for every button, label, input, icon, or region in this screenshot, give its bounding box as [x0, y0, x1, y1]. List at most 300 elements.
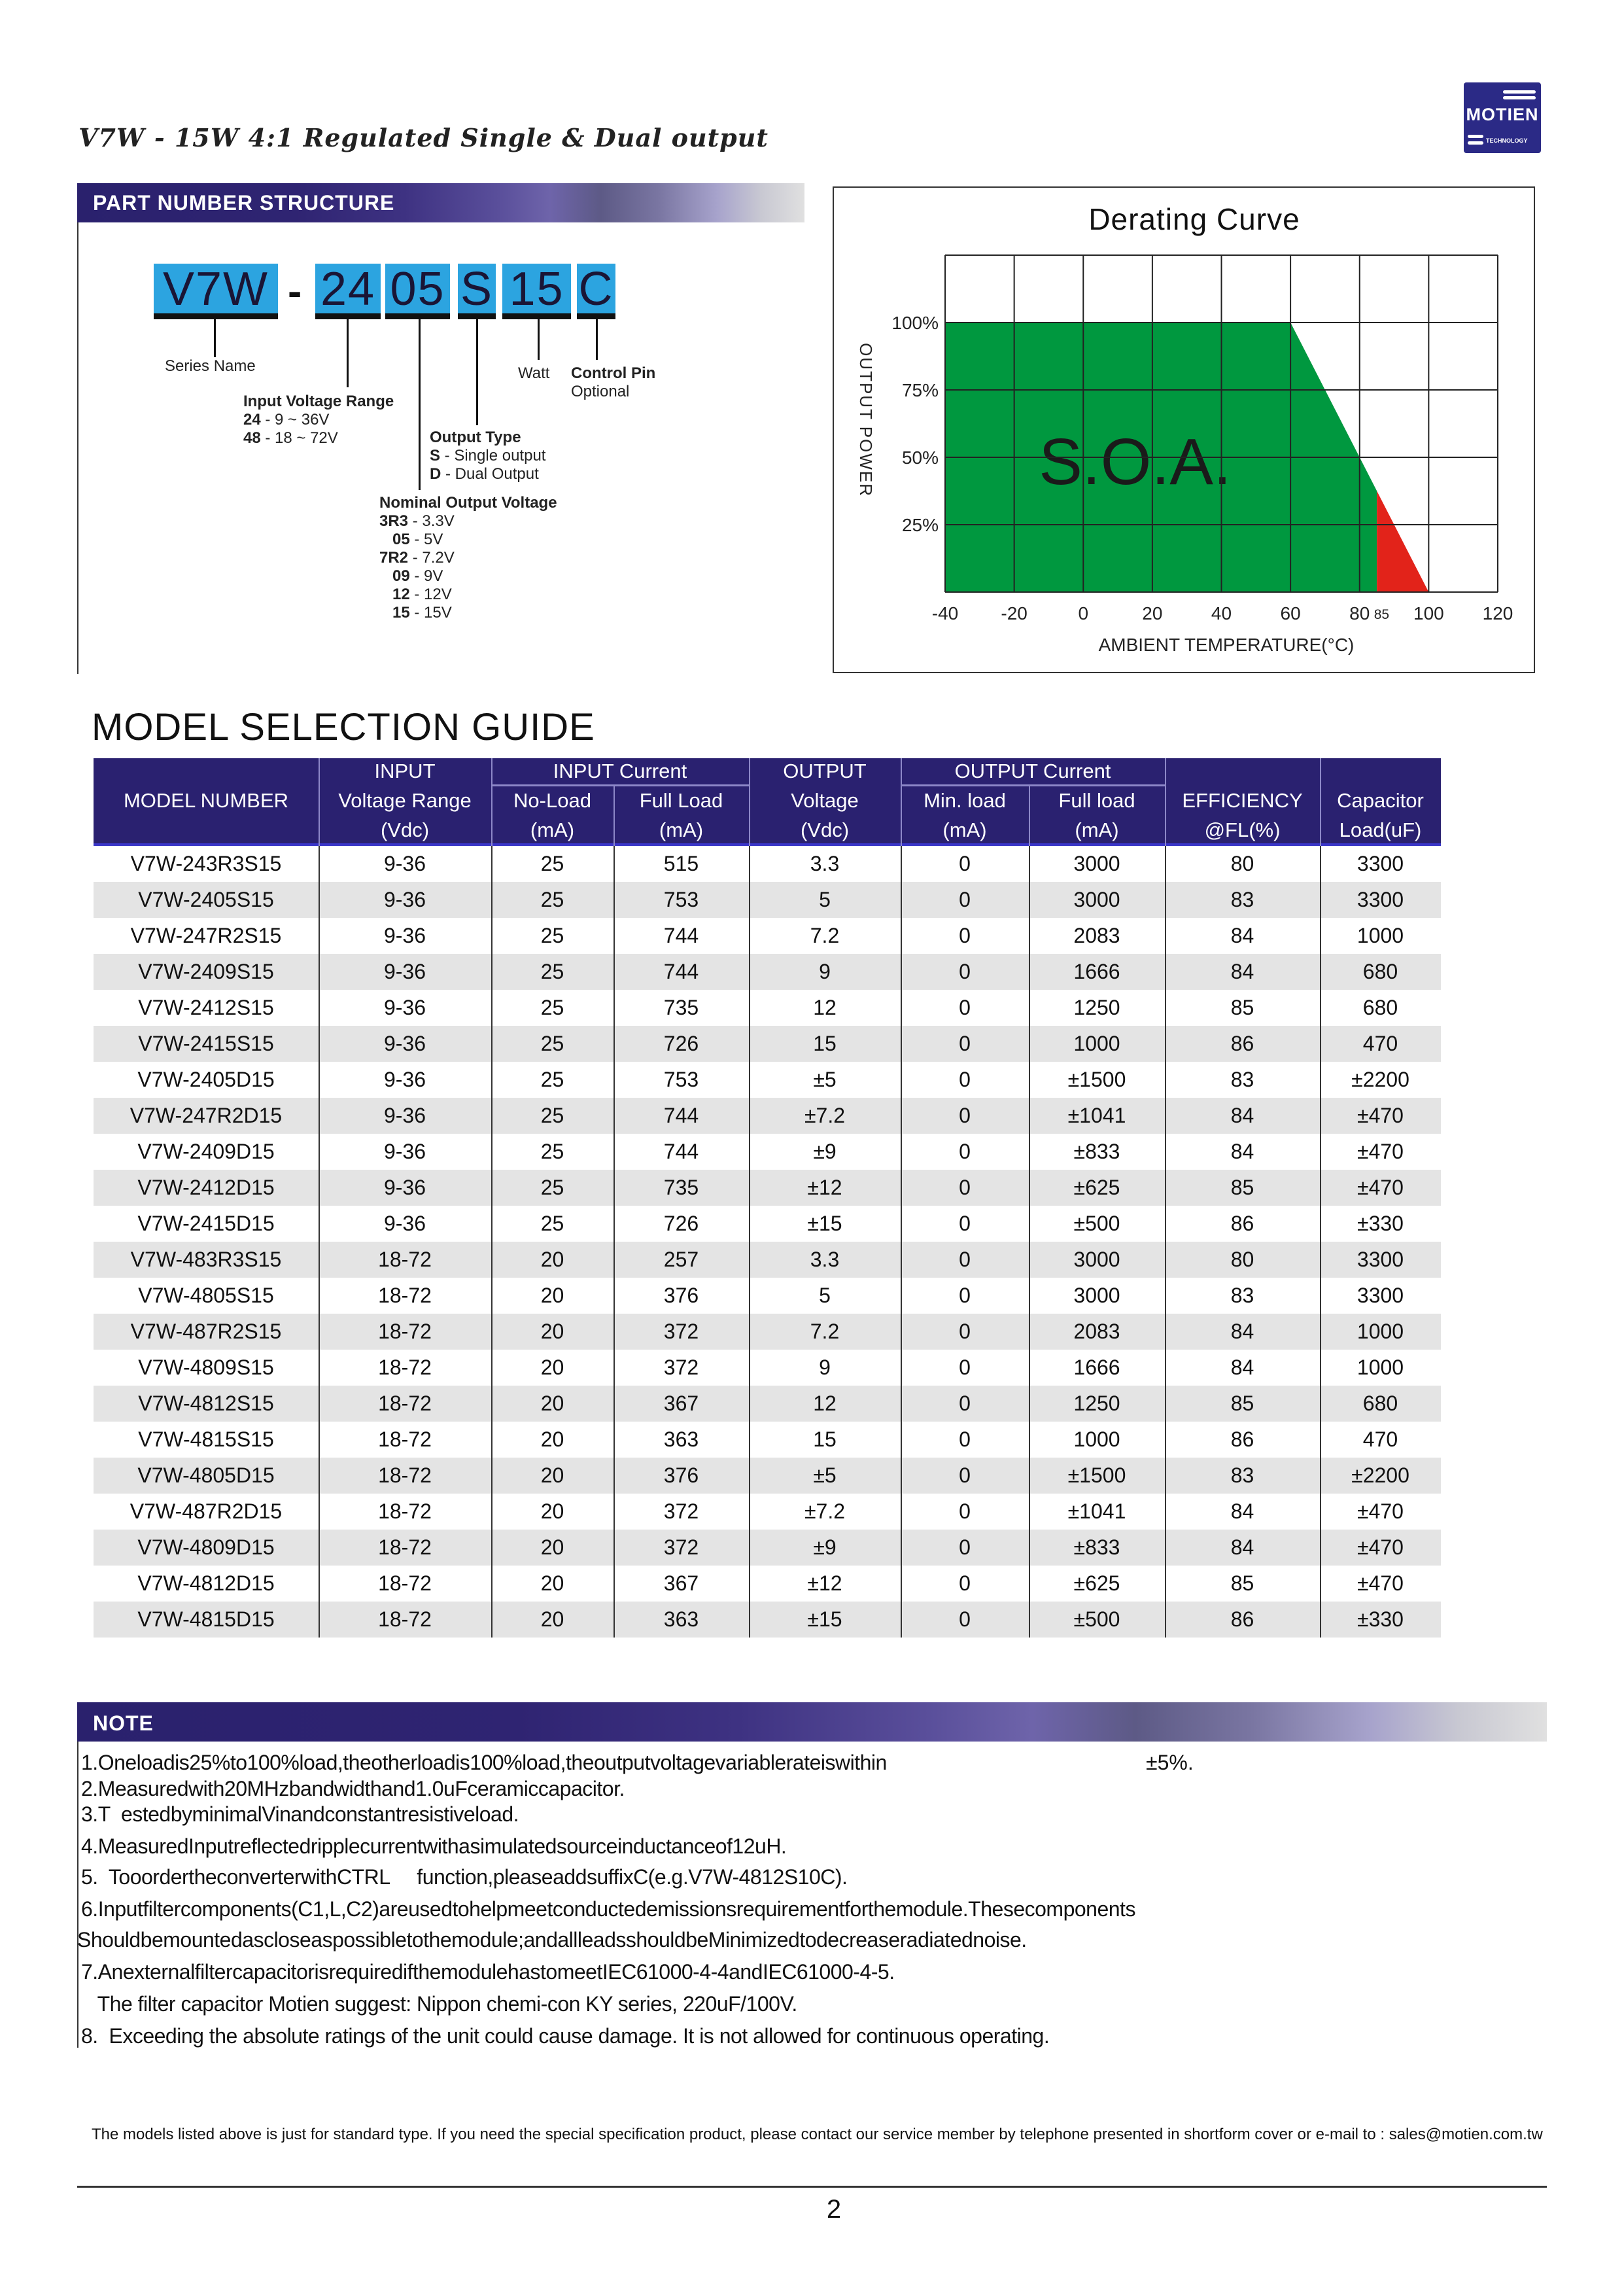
table-row	[94, 1566, 1441, 1602]
table-cell: ±330	[1357, 1607, 1404, 1631]
legend-desc: Optional	[571, 383, 630, 400]
table-cell: 0	[959, 1320, 971, 1343]
table-cell: 84	[1230, 1356, 1254, 1379]
table-cell: 20	[540, 1320, 564, 1343]
model-selection-table	[94, 758, 1441, 1638]
table-cell: 20	[540, 1499, 564, 1523]
table-cell: 9-36	[383, 1032, 426, 1055]
table-row	[94, 1278, 1441, 1314]
table-cell: 0	[959, 1212, 971, 1235]
table-cell: 2083	[1073, 1320, 1120, 1343]
legend-item	[379, 549, 557, 567]
table-cell: 0	[959, 1104, 971, 1127]
table-cell: 1666	[1073, 960, 1120, 983]
leader-line	[596, 319, 598, 360]
table-cell: 372	[663, 1535, 699, 1559]
table-cell: 744	[663, 1104, 699, 1127]
table-row	[94, 1494, 1441, 1530]
table-cell: ±330	[1357, 1212, 1404, 1235]
table-cell: 18-72	[378, 1248, 432, 1271]
table-cell: 372	[663, 1499, 699, 1523]
legend-item	[392, 586, 557, 604]
legend-item	[379, 512, 557, 531]
table-row	[94, 1350, 1441, 1386]
table-cell: 25	[540, 888, 564, 911]
column-divider	[1029, 846, 1030, 1638]
column-divider	[749, 846, 750, 1638]
table-cell: 20	[540, 1356, 564, 1379]
table-cell: 0	[959, 1463, 971, 1487]
table-cell: 515	[663, 852, 699, 875]
table-cell: 753	[663, 1068, 699, 1091]
table-cell: 372	[663, 1356, 699, 1379]
table-cell: 20	[540, 1248, 564, 1271]
table-cell: 25	[540, 1140, 564, 1163]
model-number-cell: V7W-2415D15	[137, 1212, 275, 1235]
table-cell: 1000	[1073, 1032, 1120, 1055]
table-cell: 470	[1362, 1428, 1398, 1451]
tolerance-value: ±5%.	[1146, 1751, 1194, 1774]
table-cell: 0	[959, 1032, 971, 1055]
table-row	[94, 1242, 1441, 1278]
table-cell: 85	[1230, 1176, 1254, 1199]
column-header: (Vdc)	[380, 818, 430, 841]
note-section-header	[77, 1702, 1547, 1742]
table-row	[94, 990, 1441, 1026]
table-cell: 20	[540, 1428, 564, 1451]
table-row	[94, 954, 1441, 990]
table-cell: 15	[813, 1428, 837, 1451]
table-cell: 12	[813, 996, 837, 1019]
table-cell: ±1500	[1067, 1463, 1126, 1487]
model-number-cell: V7W-4809D15	[137, 1535, 275, 1559]
watt-label: Watt	[518, 364, 550, 382]
note-line: 2.Measuredwith20MHzbandwidthand1.0uFceramiccapacitor.	[81, 1777, 625, 1800]
table-cell: ±12	[807, 1571, 842, 1595]
part-number-section-header	[77, 183, 804, 222]
legend-title: Nominal Output Voltage	[379, 494, 557, 512]
segment-voltage: 05	[385, 264, 450, 319]
table-cell: 80	[1230, 1248, 1254, 1271]
table-cell: 735	[663, 996, 699, 1019]
table-row	[94, 1422, 1441, 1458]
leader-line	[214, 319, 216, 357]
model-number-cell: V7W-2415S15	[138, 1032, 274, 1055]
y-tick-label: 50%	[901, 447, 939, 468]
note-title: NOTE	[93, 1711, 154, 1735]
column-header: Voltage Range	[338, 789, 472, 812]
table-cell: 744	[663, 1140, 699, 1163]
table-cell: 86	[1230, 1607, 1254, 1631]
legend-code: S	[430, 447, 441, 464]
table-cell: 18-72	[378, 1356, 432, 1379]
table-cell: 15	[813, 1032, 837, 1055]
table-cell: 18-72	[378, 1392, 432, 1415]
y-tick-label: 100%	[891, 313, 939, 333]
series-name-label: Series Name	[165, 357, 256, 375]
table-cell: 1000	[1356, 924, 1404, 947]
table-cell: 80	[1230, 852, 1254, 875]
table-cell: 20	[540, 1571, 564, 1595]
legend-title: Input Voltage Range	[243, 393, 394, 410]
legend-desc: - 15V	[409, 604, 452, 622]
table-cell: 0	[959, 1248, 971, 1271]
legend-code: 12	[392, 586, 410, 603]
table-cell: 25	[540, 996, 564, 1019]
table-cell: 726	[663, 1032, 699, 1055]
table-cell: ±470	[1357, 1104, 1404, 1127]
table-cell: ±1041	[1067, 1499, 1126, 1523]
table-cell: 9-36	[383, 924, 426, 947]
table-row	[94, 918, 1441, 954]
model-number-cell: V7W-483R3S15	[130, 1248, 282, 1271]
table-cell: ±2200	[1351, 1068, 1409, 1091]
x-tick-label: -40	[931, 603, 959, 623]
legend-desc: - 5V	[409, 531, 443, 548]
table-cell: 0	[959, 1176, 971, 1199]
model-selection-title: MODEL SELECTION GUIDE	[92, 706, 595, 748]
table-cell: 3300	[1356, 888, 1404, 911]
column-header: INPUT	[374, 760, 436, 782]
table-cell: 20	[540, 1392, 564, 1415]
legend-code: 24	[243, 411, 261, 429]
table-cell: 25	[540, 924, 564, 947]
table-cell: 83	[1230, 888, 1254, 911]
series-area-overtemp	[1377, 491, 1428, 593]
table-cell: 7.2	[810, 1320, 840, 1343]
table-cell: ±9	[813, 1140, 837, 1163]
table-cell: 3.3	[810, 852, 840, 875]
leader-line	[347, 319, 349, 387]
column-header: Load(uF)	[1339, 818, 1422, 841]
table-row	[94, 1098, 1441, 1134]
table-cell: 9	[819, 1356, 831, 1379]
table-cell: 0	[959, 888, 971, 911]
model-number-cell: V7W-2412S15	[138, 996, 274, 1019]
model-number-cell: V7W-243R3S15	[130, 852, 282, 875]
leader-line	[476, 319, 478, 425]
table-cell: 367	[663, 1392, 699, 1415]
table-cell: 0	[959, 996, 971, 1019]
section-title: PART NUMBER STRUCTURE	[93, 191, 395, 215]
table-cell: 5	[819, 888, 831, 911]
model-number-cell: V7W-2405D15	[137, 1068, 275, 1091]
column-header: Full Load	[639, 789, 723, 812]
table-cell: 9-36	[383, 1176, 426, 1199]
table-cell: ±833	[1073, 1535, 1120, 1559]
table-cell: 84	[1230, 1320, 1254, 1343]
table-row	[94, 1386, 1441, 1422]
model-number-cell: V7W-247R2D15	[130, 1104, 283, 1127]
x-tick-label: 40	[1211, 603, 1232, 623]
table-cell: 744	[663, 924, 699, 947]
section-border	[77, 1742, 78, 2048]
column-divider	[319, 846, 320, 1638]
table-cell: ±15	[807, 1212, 842, 1235]
page-number: 2	[826, 2195, 842, 2224]
model-number-cell: V7W-487R2S15	[130, 1320, 282, 1343]
model-number-cell: V7W-4812D15	[137, 1571, 275, 1595]
model-number-cell: V7W-4805D15	[137, 1463, 275, 1487]
segment-series: V7W	[154, 264, 278, 319]
table-cell: 735	[663, 1176, 699, 1199]
table-cell: ±1041	[1067, 1104, 1126, 1127]
table-cell: 680	[1362, 960, 1398, 983]
table-cell: ±7.2	[804, 1104, 846, 1127]
table-cell: 3300	[1356, 1248, 1404, 1271]
legend-desc: - 9V	[409, 567, 443, 585]
table-cell: ±1500	[1067, 1068, 1126, 1091]
table-row	[94, 1206, 1441, 1242]
table-row	[94, 1314, 1441, 1350]
segment-type: S	[458, 264, 496, 319]
table-cell: 25	[540, 852, 564, 875]
table-cell: 18-72	[378, 1499, 432, 1523]
table-row	[94, 1458, 1441, 1494]
model-number-cell: V7W-2405S15	[138, 888, 274, 911]
table-cell: 3.3	[810, 1248, 840, 1271]
table-cell: ±470	[1357, 1176, 1404, 1199]
leader-line	[419, 319, 421, 490]
table-cell: 18-72	[378, 1463, 432, 1487]
column-divider	[491, 846, 492, 1638]
table-cell: 1000	[1356, 1320, 1404, 1343]
table-cell: 1000	[1356, 1356, 1404, 1379]
x-tick-label: 0	[1078, 603, 1089, 623]
table-cell: 363	[663, 1428, 699, 1451]
column-header: (mA)	[942, 818, 987, 841]
y-tick-label: 75%	[901, 380, 939, 400]
model-number-cell: V7W-2412D15	[137, 1176, 275, 1199]
legend-desc: - 12V	[409, 586, 452, 603]
control-pin-legend	[571, 364, 655, 401]
table-cell: 257	[663, 1248, 699, 1271]
table-row	[94, 882, 1441, 918]
table-cell: 9-36	[383, 1212, 426, 1235]
segment-control: C	[577, 264, 615, 319]
table-cell: 9-36	[383, 996, 426, 1019]
table-cell: 5	[819, 1284, 831, 1307]
note-line: The filter capacitor Motien suggest: Nippon chemi-con KY series, 220uF/100V.	[81, 1992, 797, 2016]
segment-dash: -	[288, 268, 302, 315]
table-cell: 1250	[1073, 1392, 1120, 1415]
table-cell: 3300	[1356, 852, 1404, 875]
logo-subtext: TECHNOLOGY	[1486, 137, 1528, 144]
x-tick-label: 60	[1280, 603, 1301, 623]
note-line: 4.MeasuredInputreflectedripplecurrentwithasimulatedsourceinductanceof12uH.	[81, 1834, 787, 1858]
table-cell: 84	[1230, 960, 1254, 983]
table-cell: ±2200	[1351, 1463, 1409, 1487]
table-cell: ±7.2	[804, 1499, 846, 1523]
chart-canvas	[834, 188, 1534, 672]
table-row	[94, 846, 1441, 882]
legend-code: 48	[243, 429, 261, 447]
table-cell: 9-36	[383, 1104, 426, 1127]
table-cell: 0	[959, 1428, 971, 1451]
note-line: 3.T estedbyminimalVinandconstantresistiveload.	[81, 1802, 519, 1826]
table-cell: ±833	[1073, 1140, 1120, 1163]
model-number-cell: V7W-4805S15	[138, 1284, 274, 1307]
table-cell: 0	[959, 1356, 971, 1379]
table-cell: 83	[1230, 1463, 1254, 1487]
table-cell: 83	[1230, 1284, 1254, 1307]
x-axis-label: AMBIENT TEMPERATURE(°C)	[1098, 635, 1355, 655]
table-cell: 0	[959, 852, 971, 875]
table-row	[94, 1026, 1441, 1062]
legend-item	[392, 531, 557, 549]
x-tick-label: 20	[1142, 603, 1163, 623]
note-line: 6.Inputfiltercomponents(C1,L,C2)areusedtohelpmeetconductedemissionsrequirementforthemodule.Thesecomponents	[81, 1897, 1135, 1921]
segment-input: 24	[315, 264, 381, 319]
legend-desc: - 18 ~ 72V	[260, 429, 338, 447]
table-cell: 367	[663, 1571, 699, 1595]
note-line: 5. TooordertheconverterwithCTRL function,pleaseaddsuffixC(e.g.V7W-4812S10C).	[81, 1865, 848, 1889]
legend-code: 3R3	[379, 512, 409, 530]
footer-disclaimer: The models listed above is just for standard type. If you need the special specification product, please contact our service member by telephone presented in shortform cover or e-mail to : sales@motien.com.tw	[92, 2126, 1543, 2143]
table-cell: 0	[959, 960, 971, 983]
legend-code: 15	[392, 604, 410, 622]
table-cell: 680	[1362, 1392, 1398, 1415]
table-cell: 0	[959, 1284, 971, 1307]
table-cell: ±500	[1073, 1212, 1120, 1235]
table-cell: 25	[540, 1104, 564, 1127]
table-cell: 20	[540, 1607, 564, 1631]
table-cell: ±625	[1073, 1176, 1120, 1199]
soa-annotation: S.O.A.	[1039, 425, 1232, 499]
table-cell: ±5	[813, 1463, 837, 1487]
table-cell: 3000	[1073, 888, 1120, 911]
table-row	[94, 1062, 1441, 1098]
table-cell: 680	[1362, 996, 1398, 1019]
legend-desc: - 9 ~ 36V	[260, 411, 330, 429]
table-cell: 0	[959, 1607, 971, 1631]
model-number-cell: V7W-4815S15	[138, 1428, 274, 1451]
legend-code: 05	[392, 531, 410, 548]
table-cell: 85	[1230, 1571, 1254, 1595]
table-row	[94, 1170, 1441, 1206]
x-tick-label: -20	[1001, 603, 1028, 623]
table-cell: 20	[540, 1463, 564, 1487]
note-line: 8. Exceeding the absolute ratings of the unit could cause damage. It is not allowed for continuous operating.	[81, 2024, 1050, 2048]
table-cell: 20	[540, 1535, 564, 1559]
table-cell: 18-72	[378, 1607, 432, 1631]
table-cell: 726	[663, 1212, 699, 1235]
legend-desc: - Dual Output	[441, 465, 539, 483]
table-cell: ±625	[1073, 1571, 1120, 1595]
leader-line	[538, 319, 540, 360]
column-header: OUTPUT	[783, 760, 867, 782]
table-row	[94, 1530, 1441, 1566]
table-cell: 376	[663, 1284, 699, 1307]
table-cell: ±470	[1357, 1499, 1404, 1523]
legend-item	[392, 567, 557, 586]
table-cell: 3000	[1073, 852, 1120, 875]
table-cell: 3000	[1073, 1284, 1120, 1307]
table-cell: 9-36	[383, 852, 426, 875]
column-divider	[613, 846, 615, 1638]
table-cell: 25	[540, 1068, 564, 1091]
column-header: No-Load	[513, 789, 591, 812]
header-group: INPUT Current	[553, 760, 687, 782]
column-header: @FL(%)	[1204, 818, 1281, 841]
table-cell: 0	[959, 1140, 971, 1163]
model-number-cell: V7W-2409D15	[137, 1140, 275, 1163]
column-divider	[901, 846, 902, 1638]
table-row	[94, 1602, 1441, 1638]
x-tick-label: 100	[1413, 603, 1444, 623]
column-header: Voltage	[791, 789, 859, 812]
header-group: OUTPUT Current	[954, 760, 1111, 782]
column-header: (mA)	[659, 818, 704, 841]
logo-text: MOTIEN	[1466, 105, 1539, 124]
table-cell: 18-72	[378, 1320, 432, 1343]
table-cell: 84	[1230, 1104, 1254, 1127]
table-cell: 83	[1230, 1068, 1254, 1091]
table-cell: 25	[540, 960, 564, 983]
legend-code: 09	[392, 567, 410, 585]
table-cell: 85	[1230, 996, 1254, 1019]
column-header: (mA)	[530, 818, 575, 841]
table-cell: ±500	[1073, 1607, 1120, 1631]
column-header: Min. load	[924, 789, 1006, 812]
table-cell: 84	[1230, 1140, 1254, 1163]
table-cell: 3300	[1356, 1284, 1404, 1307]
column-divider	[1320, 846, 1321, 1638]
table-cell: 9-36	[383, 888, 426, 911]
legend-title: Control Pin	[571, 364, 656, 382]
table-row	[94, 1134, 1441, 1170]
legend-code: D	[430, 465, 441, 483]
y-tick-label: 25%	[901, 515, 939, 535]
motien-logo	[1464, 82, 1541, 153]
model-number-cell: V7W-247R2S15	[130, 924, 282, 947]
column-header: (mA)	[1075, 818, 1119, 841]
chart-title: Derating Curve	[1088, 202, 1300, 236]
table-cell: 2083	[1073, 924, 1120, 947]
document-title: V7W - 15W 4:1 Regulated Single & Dual output	[78, 123, 769, 152]
legend-desc: - 7.2V	[408, 549, 455, 567]
column-divider	[1165, 846, 1166, 1638]
note-line: 7.AnexternalfiltercapacitorisrequiredifthemodulehastomeetIEC61000-4-4andIEC61000-4-5.	[81, 1960, 895, 1984]
table-cell: 753	[663, 888, 699, 911]
table-cell: 18-72	[378, 1428, 432, 1451]
footer-divider	[77, 2186, 1547, 2188]
table-cell: ±12	[807, 1176, 842, 1199]
y-axis-label: OUTPUT POWER	[856, 343, 876, 497]
table-cell: ±470	[1357, 1140, 1404, 1163]
table-cell: 9-36	[383, 1140, 426, 1163]
column-header: Capacitor	[1337, 789, 1424, 812]
table-cell: 470	[1362, 1032, 1398, 1055]
x-tick-label: 80	[1349, 603, 1370, 623]
table-cell: 9	[819, 960, 831, 983]
input-range-legend	[243, 393, 394, 447]
table-cell: 9-36	[383, 960, 426, 983]
table-cell: 18-72	[378, 1571, 432, 1595]
table-cell: 0	[959, 924, 971, 947]
table-cell: 20	[540, 1284, 564, 1307]
table-cell: 372	[663, 1320, 699, 1343]
table-cell: 0	[959, 1499, 971, 1523]
column-header: MODEL NUMBER	[123, 789, 289, 812]
table-cell: ±5	[813, 1068, 837, 1091]
table-cell: 376	[663, 1463, 699, 1487]
model-number-cell: V7W-2409S15	[138, 960, 274, 983]
table-cell: 86	[1230, 1428, 1254, 1451]
table-cell: 25	[540, 1212, 564, 1235]
model-number-cell: V7W-4815D15	[137, 1607, 275, 1631]
table-cell: 86	[1230, 1032, 1254, 1055]
